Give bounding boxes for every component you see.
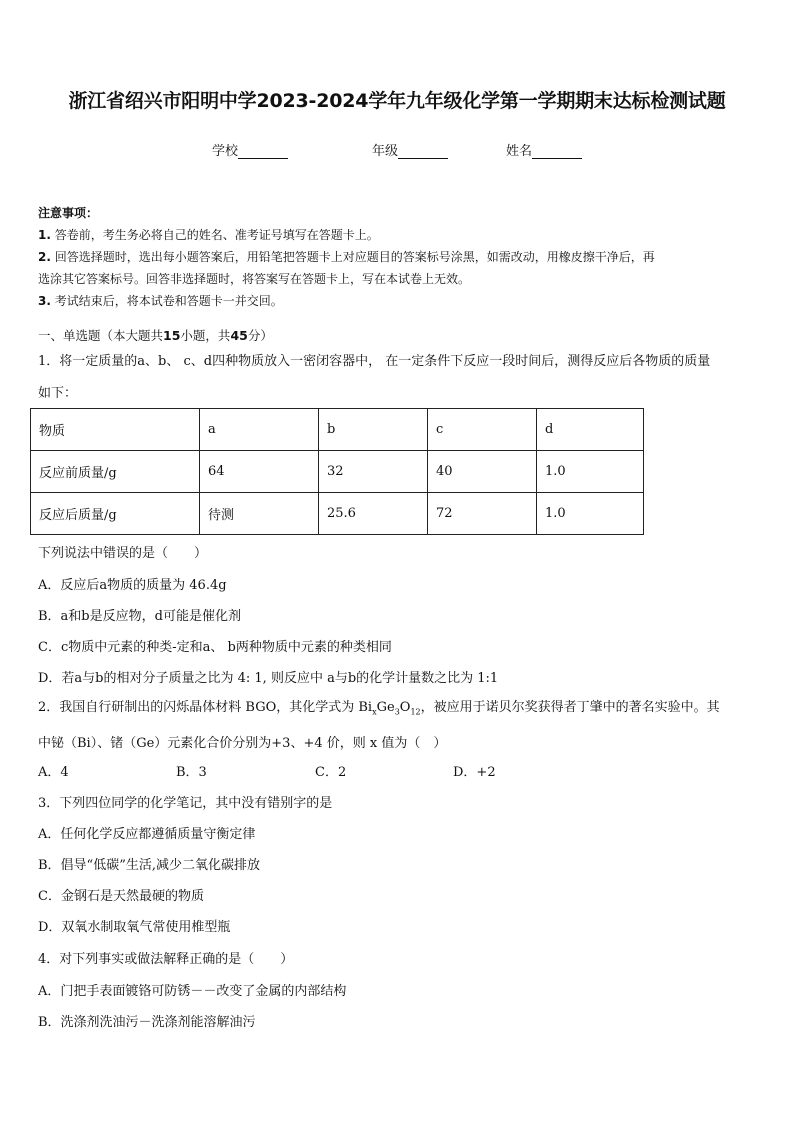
grade-field[interactable] (372, 140, 448, 159)
question-3-stem: 3．下列四位同学的化学笔记，其中没有错别字的是 (38, 796, 333, 811)
note-item: 3. 考试结束后，将本试卷和答题卡一并交回。 (38, 294, 283, 308)
table-cell: 40 (428, 451, 537, 493)
question-1-prompt: 下列说法中错误的是（ ） (38, 546, 208, 561)
grade-blank[interactable] (398, 144, 448, 159)
name-label: 姓名 (506, 144, 533, 159)
table-cell: 72 (428, 493, 537, 535)
section-heading: 一、单选题（本大题共15小题，共45分） (38, 328, 273, 343)
name-field[interactable] (506, 140, 582, 159)
table-cell: 1.0 (537, 451, 644, 493)
q4-option-a[interactable]: A．门把手表面镀铬可防锈－－改变了金属的内部结构 (38, 984, 347, 999)
table-cell: 32 (319, 451, 428, 493)
grade-label: 年级 (372, 144, 399, 159)
q3-option-c[interactable]: C．金钢石是天然最硬的物质 (38, 889, 204, 904)
q1-option-a[interactable]: A．反应后a物质的质量为 46.4g (38, 578, 227, 593)
table-cell: b (319, 409, 428, 451)
table-cell: 1.0 (537, 493, 644, 535)
table-cell: 25.6 (319, 493, 428, 535)
school-label: 学校 (212, 144, 239, 159)
q2-option-b[interactable]: B．3 (176, 765, 207, 780)
q4-option-b[interactable]: B．洗涤剂洗油污－洗涤剂能溶解油污 (38, 1015, 256, 1030)
q1-option-c[interactable]: C．c物质中元素的种类-定和a、 b两种物质中元素的种类相同 (38, 640, 392, 655)
mass-table (30, 408, 644, 535)
notes-heading: 注意事项： (38, 206, 99, 220)
school-blank[interactable] (238, 144, 288, 159)
table-cell: 反应后质量/g (31, 493, 200, 535)
question-2-stem: 2．我国自行研制出的闪烁晶体材料 BGO，其化学式为 $Bi_xGe_3O_{12}$，被应用于诺贝尔奖获得者丁肇中的著名实验中。其 中铋（Bi）、锗（Ge）元素化合价分别为+3、+4 价，则 x 值为（ ） (38, 700, 720, 751)
q1-option-b[interactable]: B．a和b是反应物，d可能是催化剂 (38, 609, 241, 624)
table-cell: c (428, 409, 537, 451)
question-4-stem: 4．对下列事实或做法解释正确的是（ ） (38, 952, 294, 967)
table-cell: d (537, 409, 644, 451)
q1-option-d[interactable]: D．若a与b的相对分子质量之比为 4: 1, 则反应中 a与b的化学计量数之比为 1:1 (38, 671, 499, 686)
table-row (31, 451, 644, 493)
table-header-row (31, 409, 644, 451)
note-item: 2. 回答选择题时，选出每小题答案后，用铅笔把答题卡上对应题目的答案标号涂黑，如需改动，用橡皮擦干净后，再 (38, 250, 655, 264)
q2-option-d[interactable]: D．+2 (453, 765, 496, 780)
table-cell: 64 (200, 451, 319, 493)
table-cell: 物质 (31, 409, 200, 451)
table-cell: 反应前质量/g (31, 451, 200, 493)
name-blank[interactable] (532, 144, 582, 159)
table-row (31, 493, 644, 535)
q2-option-a[interactable]: A．4 (38, 765, 69, 780)
school-field[interactable] (212, 140, 288, 159)
student-info-row (0, 140, 794, 160)
exam-notes (38, 202, 760, 312)
exam-title: 浙江省绍兴市阳明中学2023-2024学年九年级化学第一学期期末达标检测试题 (68, 90, 726, 112)
note-item: 选涂其它答案标号。回答非选择题时，将答案写在答题卡上，写在本试卷上无效。 (38, 272, 471, 286)
table-cell: a (200, 409, 319, 451)
q3-option-b[interactable]: B．倡导“低碳”生活,减少二氧化碳排放 (38, 858, 260, 873)
q3-option-d[interactable]: D．双氧水制取氧气常使用椎型瓶 (38, 920, 231, 935)
question-1-stem: 1．将一定质量的a、b、 c、d四种物质放入一密闭容器中， 在一定条件下反应一段时间后，测得反应后各物质的质量 如下： (38, 354, 711, 401)
q2-option-c[interactable]: C．2 (315, 765, 347, 780)
table-cell: 待测 (200, 493, 319, 535)
q3-option-a[interactable]: A．任何化学反应都遵循质量守衡定律 (38, 827, 256, 842)
note-item: 1. 答卷前，考生务必将自己的姓名、准考证号填写在答题卡上。 (38, 228, 379, 242)
